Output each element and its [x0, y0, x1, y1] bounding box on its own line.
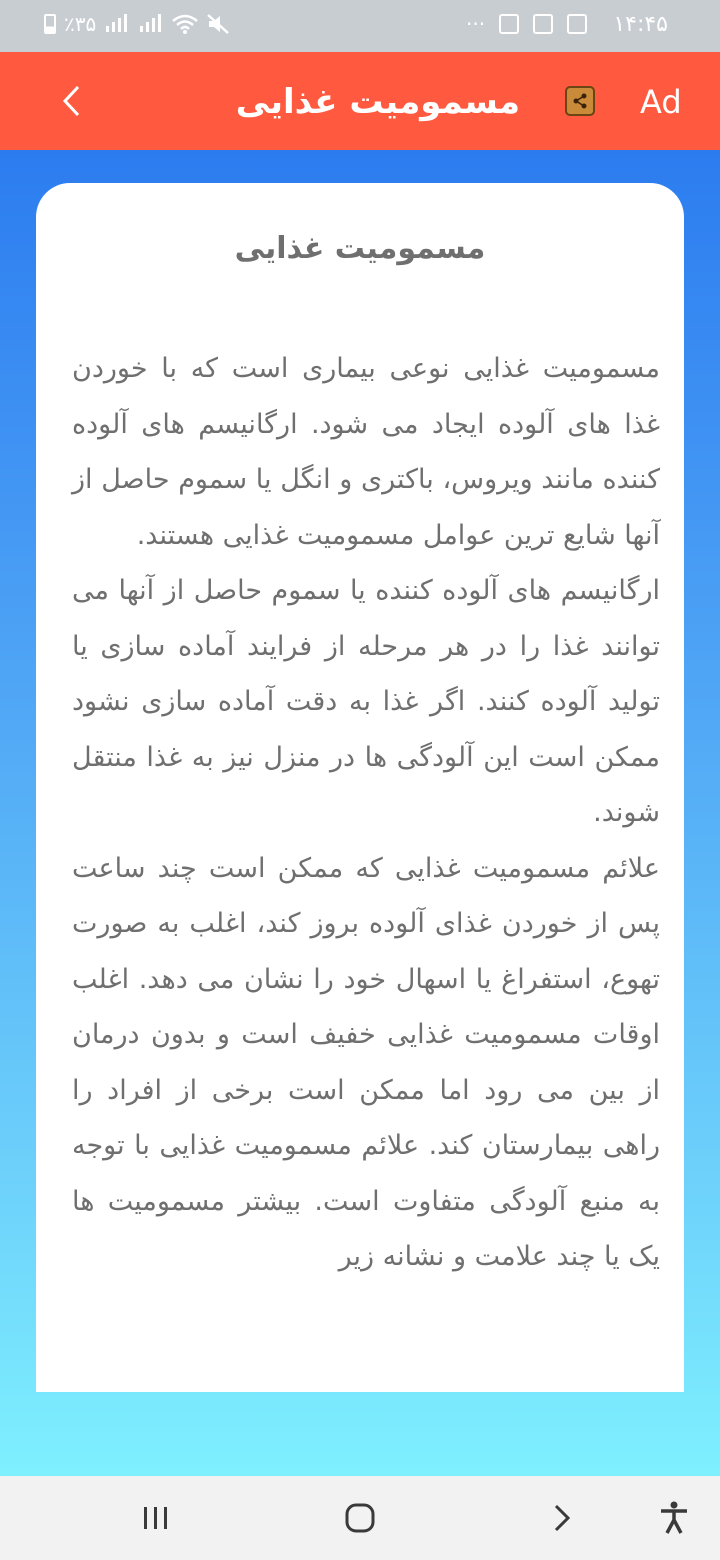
system-nav-bar [0, 1476, 720, 1560]
home-icon [344, 1502, 376, 1534]
gallery-notification-icon [533, 14, 553, 34]
battery-icon [44, 14, 56, 34]
status-left-icons [44, 12, 230, 36]
status-time: ۱۴:۴۵ [613, 12, 668, 37]
article-paragraph: علائم مسمومیت غذایی که ممکن است چند ساعت پس از خوردن غذای آلوده بروز کند، اغلب به صورت تهوع، استفراغ یا اسهال خود را نشان می دهد. اغلب اوقات مسمومیت غذایی خفیف است و بدون درمان از بین می رود اما ممکن است برخی از افراد را راهی بیمارستان کند. علائم مسمومیت غذایی با توجه به منبع آلودگی متفاوت است. بیشتر مسمومیت ها یک یا چند علامت و نشانه زیر [72, 852, 660, 1272]
battery-percent: ٪۳۵ [64, 12, 97, 36]
article-card[interactable] [36, 183, 684, 1392]
chevron-left-icon [60, 84, 84, 118]
article-body [72, 341, 660, 1285]
recents-button[interactable] [126, 1490, 186, 1546]
status-bar [0, 0, 720, 52]
wifi-icon [172, 14, 198, 34]
recents-icon [141, 1505, 171, 1531]
signal-icon-2 [138, 14, 164, 34]
article-heading: مسمومیت غذایی [234, 231, 486, 266]
status-notification-icons [466, 12, 587, 36]
more-notifications-icon: ··· [466, 12, 486, 36]
signal-icon [104, 14, 130, 34]
back-button[interactable] [52, 74, 92, 128]
accessibility-button[interactable] [644, 1490, 704, 1546]
share-notification-icon [499, 14, 519, 34]
app-title: مسمومیت غذایی [235, 82, 520, 122]
share-notification-icon-2 [567, 14, 587, 34]
share-button[interactable] [565, 86, 595, 116]
mute-icon [206, 13, 230, 35]
share-icon [571, 92, 589, 110]
nav-back-button[interactable] [532, 1490, 592, 1546]
article-paragraph: ارگانیسم های آلوده کننده یا سموم حاصل از آنها می توانند غذا را در هر مرحله از فرایند آماده سازی یا تولید آلوده کنند. اگر غذا به دقت آماده سازی نشود ممکن است این آلودگی ها در منزل نیز به غذا منتقل شوند. [72, 575, 660, 828]
home-button[interactable] [330, 1490, 390, 1546]
ad-button[interactable]: Ad [640, 83, 682, 121]
nav-back-icon [551, 1503, 573, 1533]
article-paragraph: مسمومیت غذایی نوعی بیماری است که با خوردن غذا های آلوده ایجاد می شود. ارگانیسم های آلوده کننده مانند ویروس، باکتری و انگل یا سموم حاصل از آنها شایع ترین عوامل مسمومیت غذایی هستند. [72, 353, 660, 551]
accessibility-icon [659, 1501, 689, 1535]
app-bar [0, 52, 720, 150]
